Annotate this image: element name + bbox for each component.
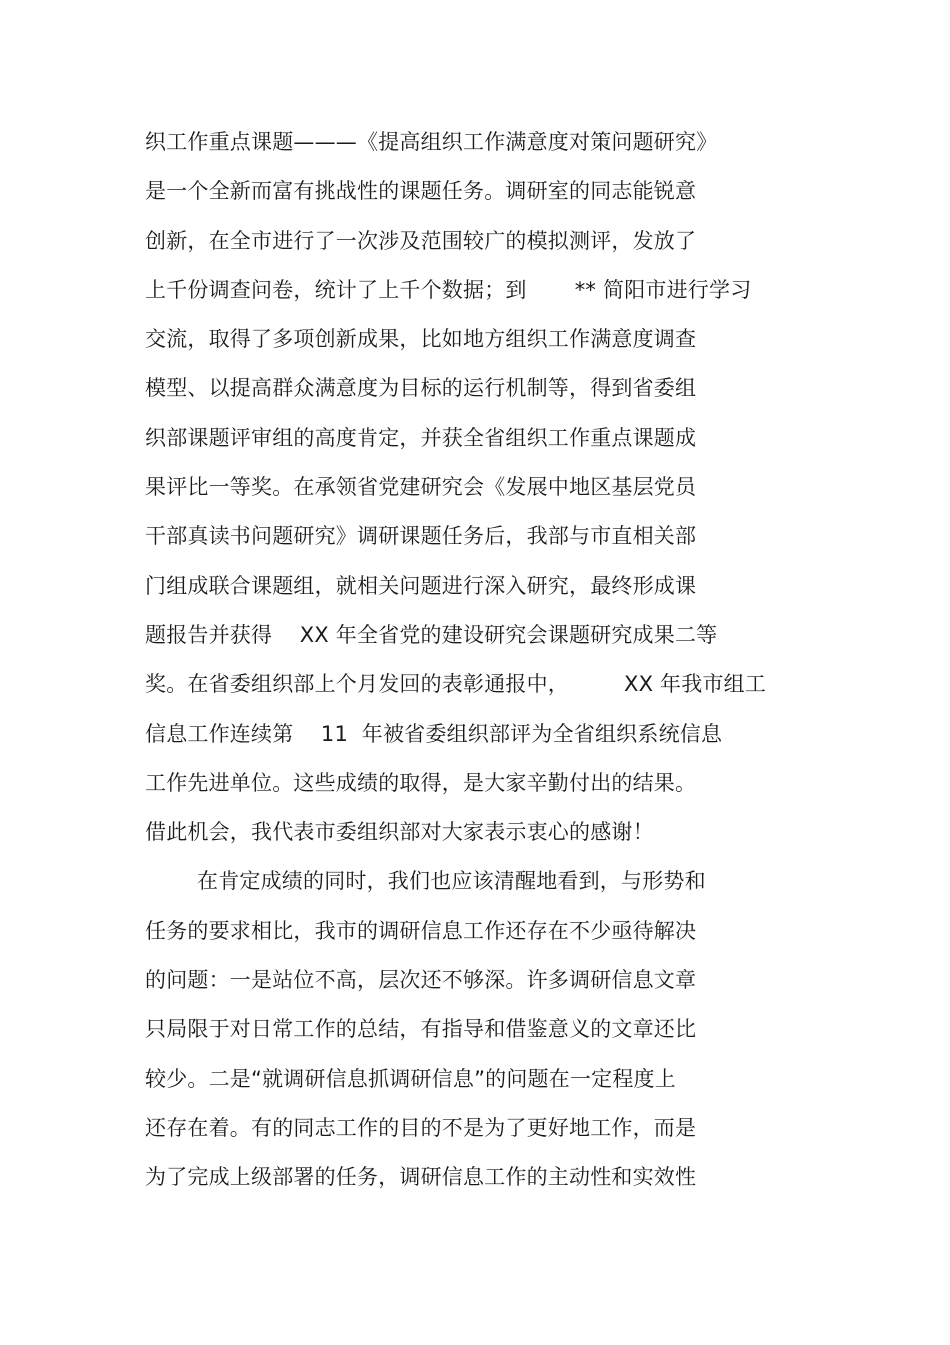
text-line: 上千份调查问卷，统计了上千个数据；到 ** 简阳市进行学习	[145, 277, 752, 302]
text-line: 较少。二是“就调研信息抓调研信息”的问题在一定程度上	[145, 1066, 676, 1091]
text-line: 是一个全新而富有挑战性的课题任务。调研室的同志能锐意	[145, 179, 697, 204]
text-line: 奖。在省委组织部上个月发回的表彰通报中， XX 年我市组工	[145, 672, 767, 697]
text-line: 为了完成上级部署的任务，调研信息工作的主动性和实效性	[145, 1165, 697, 1190]
text-line: 还存在着。有的同志工作的目的不是为了更好地工作，而是	[145, 1115, 697, 1140]
text-line: 干部真读书问题研究》调研课题任务后，我部与市直相关部	[145, 524, 697, 549]
text-line: 交流，取得了多项创新成果，比如地方组织工作满意度调查	[145, 327, 697, 352]
body-text	[145, 118, 825, 1203]
text-line: 工作先进单位。这些成绩的取得，是大家辛勤付出的结果。	[145, 770, 697, 795]
text-line: 织工作重点课题———《提高组织工作满意度对策问题研究》	[145, 130, 718, 154]
text-line: 模型、以提高群众满意度为目标的运行机制等，得到省委组	[145, 376, 697, 401]
text-line: 任务的要求相比，我市的调研信息工作还存在不少亟待解决	[145, 918, 697, 943]
text-line: 门组成联合课题组，就相关问题进行深入研究，最终形成课	[145, 573, 697, 598]
text-line: 借此机会，我代表市委组织部对大家表示衷心的感谢！	[145, 820, 654, 845]
text-line: 果评比一等奖。在承领省党建研究会《发展中地区基层党员	[145, 475, 697, 500]
paragraph-start-line: 在肯定成绩的同时，我们也应该清醒地看到，与形势和	[197, 869, 706, 894]
text-line: 织部课题评审组的高度肯定，并获全省组织工作重点课题成	[145, 425, 697, 450]
text-line: 的问题：一是站位不高，层次还不够深。许多调研信息文章	[145, 968, 697, 993]
text-line: 创新，在全市进行了一次涉及范围较广的模拟测评，发放了	[145, 228, 697, 253]
text-line: 题报告并获得 XX 年全省党的建设研究会课题研究成果二等	[145, 622, 718, 647]
text-line: 只局限于对日常工作的总结，有指导和借鉴意义的文章还比	[145, 1017, 697, 1042]
text-line: 信息工作连续第 11 年被省委组织部评为全省组织系统信息	[145, 721, 723, 746]
